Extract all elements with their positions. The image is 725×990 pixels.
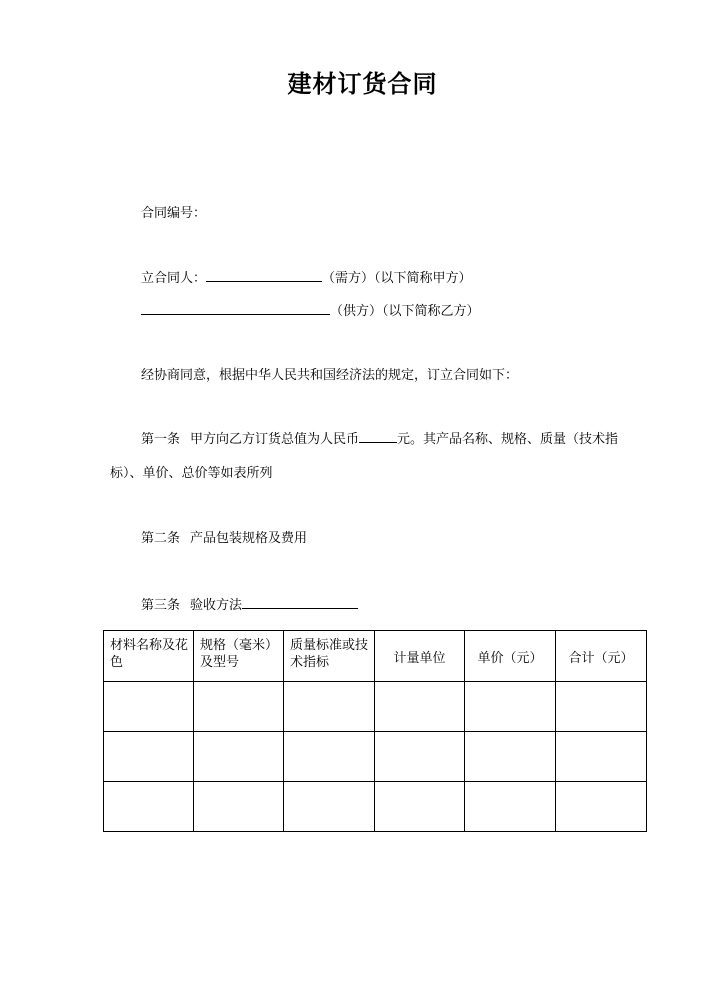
table-row [104, 682, 647, 732]
acceptance-method-blank[interactable] [242, 596, 358, 609]
order-table [103, 630, 647, 832]
table-cell[interactable] [465, 682, 556, 732]
article-3-text: 验收方法 [190, 598, 243, 613]
article-2-head: 第二条 [141, 531, 181, 546]
header-unit: 计量单位 [375, 631, 465, 682]
article-1-head: 第一条 [141, 432, 181, 447]
party-b-blank[interactable] [141, 302, 330, 315]
table-cell[interactable] [104, 682, 194, 732]
header-quality-standard: 质量标准或技术指标 [284, 631, 375, 682]
header-unit-price: 单价（元） [465, 631, 556, 682]
table-header-row [104, 631, 647, 682]
table-cell[interactable] [556, 682, 647, 732]
table-cell[interactable] [284, 782, 375, 832]
table-row [104, 782, 647, 832]
table-cell[interactable] [556, 782, 647, 832]
table-cell[interactable] [284, 732, 375, 782]
party-a-role: （需方）（以下简称甲方） [322, 271, 472, 286]
article-2-text: 产品包装规格及费用 [190, 531, 308, 546]
header-spec-model: 规格（毫米）及型号 [194, 631, 284, 682]
article-1-text-before: 甲方向乙方订货总值为人民币 [190, 432, 360, 447]
table-cell[interactable] [104, 782, 194, 832]
document-title: 建材订货合同 [287, 70, 438, 98]
party-a-blank[interactable] [206, 269, 322, 282]
table-cell[interactable] [104, 732, 194, 782]
table-cell[interactable] [194, 782, 284, 832]
article-1-text-after: 元。其产品名称、规格、质量（技术指标）、单价、总价等如表所列 [110, 432, 619, 481]
table-cell[interactable] [465, 782, 556, 832]
total-value-blank[interactable] [359, 430, 397, 443]
table-cell[interactable] [465, 732, 556, 782]
table-cell[interactable] [556, 732, 647, 782]
header-total: 合计（元） [556, 631, 647, 682]
article-3 [141, 596, 358, 615]
article-3-head: 第三条 [141, 598, 181, 613]
header-material-name: 材料名称及花色 [104, 631, 194, 682]
contract-number-label: 合同编号： [141, 206, 207, 221]
table-cell[interactable] [375, 682, 465, 732]
table-cell[interactable] [284, 682, 375, 732]
party-a-label: 立合同人： [141, 271, 207, 286]
contract-number-line [141, 205, 206, 223]
table-cell[interactable] [194, 682, 284, 732]
party-b-line [141, 302, 480, 321]
table-row [104, 732, 647, 782]
intro-text: 经协商同意，根据中华人民共和国经济法的规定，订立合同如下： [141, 368, 519, 383]
table-cell[interactable] [375, 782, 465, 832]
article-1 [110, 423, 646, 491]
table-cell[interactable] [375, 732, 465, 782]
party-a-line [141, 269, 472, 288]
party-b-role: （供方）（以下简称乙方） [330, 304, 480, 319]
table-cell[interactable] [194, 732, 284, 782]
article-2 [141, 530, 307, 548]
